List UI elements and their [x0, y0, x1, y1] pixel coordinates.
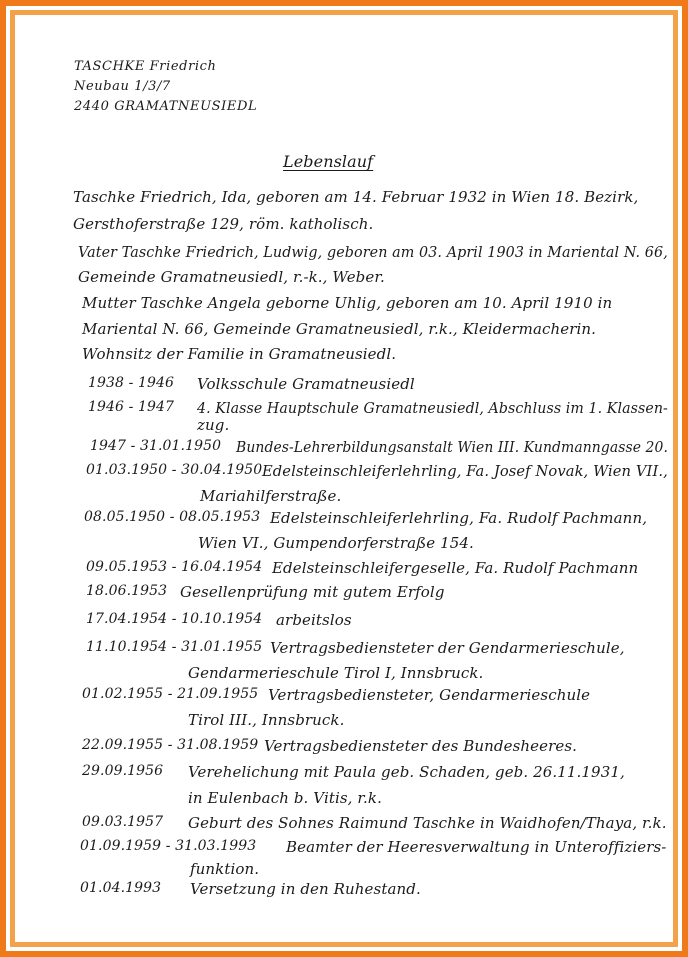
entry-text: Edelsteinschleiferlehrling, Fa. Rudolf Pachmann, [270, 509, 648, 527]
entry-text: Gesellenprüfung mit gutem Erfolg [180, 583, 445, 601]
entry-date: 22.09.1955 - 31.08.1959 [82, 737, 259, 753]
entry-text: Versetzung in den Ruhestand. [190, 880, 421, 898]
entry-text: Vertragsbediensteter des Bundesheeres. [264, 737, 577, 755]
sender-street: Neubau 1/3/7 [74, 79, 171, 94]
entry-date: 09.05.1953 - 16.04.1954 [86, 559, 263, 575]
entry-text: Geburt des Sohnes Raimund Taschke in Waidhofen/Thaya, r.k. [188, 814, 667, 832]
intro-line: Mutter Taschke Angela geborne Uhlig, geboren am 10. April 1910 in [82, 294, 613, 312]
entry-date: 17.04.1954 - 10.10.1954 [86, 611, 263, 627]
entry-text: funktion. [190, 860, 260, 878]
entry-date: 1938 - 1946 [88, 375, 174, 391]
entry-text: Vertragsbediensteter, Gendarmerieschule [268, 686, 591, 704]
entry-date: 1946 - 1947 [88, 399, 174, 415]
entry-text: Beamter der Heeresverwaltung in Unteroffiziers- [286, 838, 667, 856]
entry-text: Edelsteinschleiferlehrling, Fa. Josef Novak, Wien VII., [262, 462, 668, 480]
entry-text: arbeitslos [276, 611, 352, 629]
document-title: Lebenslauf [283, 152, 374, 171]
entry-text: Mariahilferstraße. [200, 487, 342, 505]
entry-date: 01.04.1993 [80, 880, 162, 896]
intro-line: Gersthoferstraße 129, röm. katholisch. [73, 215, 374, 233]
sender-city: 2440 GRAMATNEUSIEDL [74, 99, 258, 114]
intro-line: Mariental N. 66, Gemeinde Gramatneusiedl, r.k., Kleidermacherin. [82, 320, 597, 338]
entry-date: 09.03.1957 [82, 814, 164, 830]
entry-text: Tirol III., Innsbruck. [188, 711, 345, 729]
entry-text: zug. [197, 416, 230, 434]
entry-text: Verehelichung mit Paula geb. Schaden, geb. 26.11.1931, [188, 763, 625, 781]
entry-text: 4. Klasse Hauptschule Gramatneusiedl, Abschluss im 1. Klassen- [197, 399, 668, 417]
entry-text: Gendarmerieschule Tirol I, Innsbruck. [188, 664, 484, 682]
entry-text: in Eulenbach b. Vitis, r.k. [188, 789, 382, 807]
entry-date: 08.05.1950 - 08.05.1953 [84, 509, 261, 525]
entry-date: 01.02.1955 - 21.09.1955 [82, 686, 259, 702]
entry-text: Bundes-Lehrerbildungsanstalt Wien III. Kundmanngasse 20. [236, 438, 668, 456]
entry-date: 01.09.1959 - 31.03.1993 [80, 838, 257, 854]
intro-line: Taschke Friedrich, Ida, geboren am 14. Februar 1932 in Wien 18. Bezirk, [73, 188, 639, 206]
entry-text: Wien VI., Gumpendorferstraße 154. [198, 534, 474, 552]
entry-date: 01.03.1950 - 30.04.1950 [86, 462, 263, 478]
entry-date: 11.10.1954 - 31.01.1955 [86, 639, 263, 655]
entry-date: 1947 - 31.01.1950 [90, 438, 222, 454]
intro-line: Vater Taschke Friedrich, Ludwig, geboren am 03. April 1903 in Mariental N. 66, [78, 243, 668, 261]
entry-text: Vertragsbediensteter der Gendarmerieschule, [270, 639, 625, 657]
entry-date: 29.09.1956 [82, 763, 164, 779]
intro-line: Wohnsitz der Familie in Gramatneusiedl. [82, 345, 397, 363]
entry-text: Volksschule Gramatneusiedl [197, 375, 415, 393]
entry-date: 18.06.1953 [86, 583, 168, 599]
entry-text: Edelsteinschleifergeselle, Fa. Rudolf Pachmann [272, 559, 639, 577]
intro-line: Gemeinde Gramatneusiedl, r.-k., Weber. [78, 268, 385, 286]
sender-name: TASCHKE Friedrich [74, 59, 217, 74]
